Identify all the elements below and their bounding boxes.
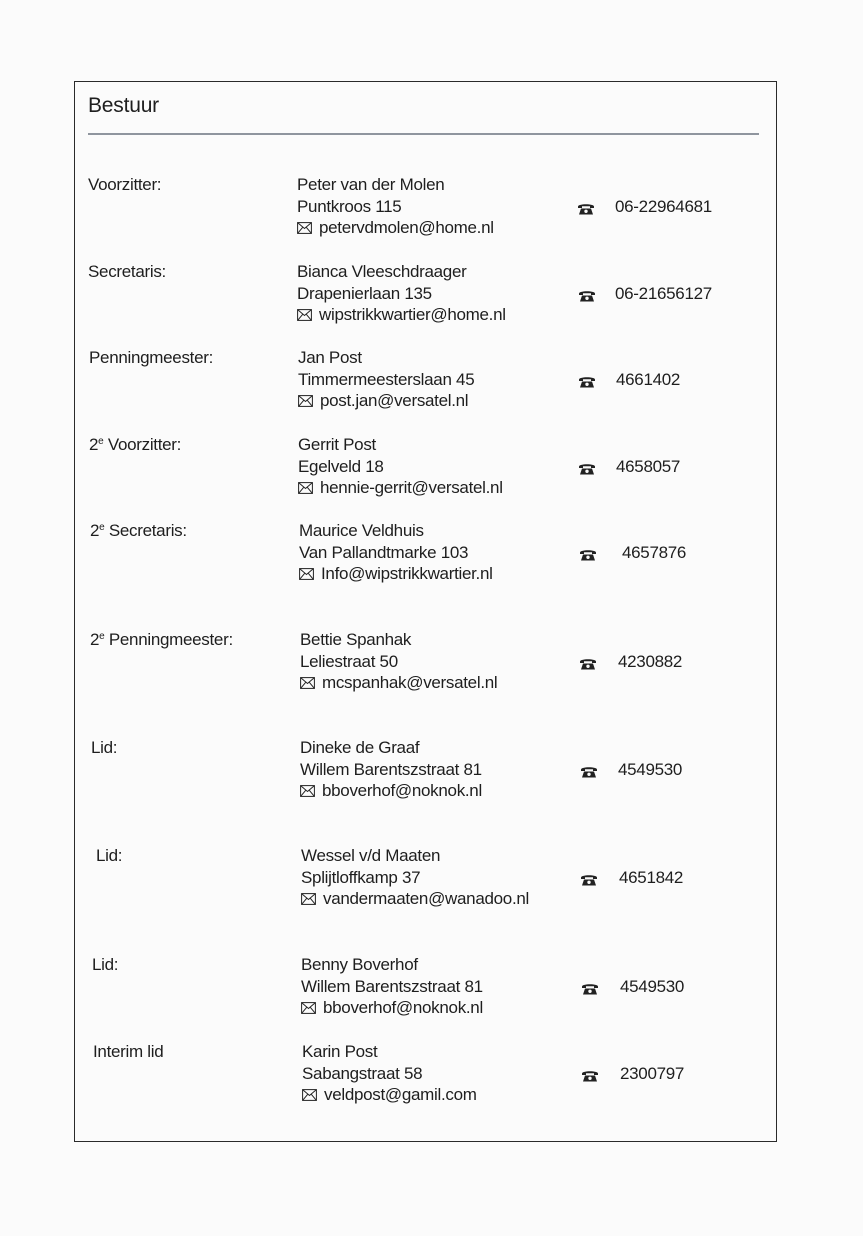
member-address: Willem Barentszstraat 81 (301, 976, 483, 996)
envelope-icon (301, 998, 316, 1010)
telephone-icon (578, 373, 596, 386)
member-entry (0, 845, 863, 915)
role-ordinal-suffix: e (99, 522, 105, 533)
member-entry (0, 347, 863, 417)
member-contact (302, 1041, 477, 1106)
member-role (89, 435, 181, 455)
role-title: Voorzitter: (103, 435, 182, 454)
member-email: veldpost@gamil.com (324, 1085, 477, 1104)
member-phone: 4549530 (618, 760, 683, 779)
member-address: Van Pallandtmarke 103 (299, 542, 469, 562)
member-name: Bettie Spanhak (300, 630, 412, 649)
envelope-icon (300, 673, 315, 685)
member-address: Splijtloffkamp 37 (301, 867, 421, 887)
member-role: Penningmeester: (89, 348, 214, 367)
member-address: Puntkroos 115 (297, 196, 402, 216)
role-ordinal-suffix: e (98, 436, 104, 447)
member-email: vandermaaten@wanadoo.nl (323, 889, 529, 908)
member-email-line (302, 1084, 477, 1106)
telephone-icon (580, 763, 598, 776)
member-role: Voorzitter: (88, 175, 162, 194)
member-address: Leliestraat 50 (300, 651, 398, 671)
member-email: post.jan@versatel.nl (320, 391, 469, 410)
member-phone: 4657876 (622, 543, 687, 562)
member-email-line (301, 888, 529, 910)
member-email-line (301, 997, 483, 1019)
member-email: hennie-gerrit@versatel.nl (320, 478, 503, 497)
envelope-icon (297, 218, 312, 230)
member-entry (0, 174, 863, 244)
member-entry (0, 629, 863, 699)
member-phone: 4549530 (620, 977, 685, 996)
member-phone: 4230882 (618, 652, 683, 671)
telephone-icon (577, 200, 595, 213)
member-name: Jan Post (298, 348, 362, 367)
envelope-icon (298, 478, 313, 490)
member-name: Dineke de Graaf (300, 738, 420, 757)
role-title: Secretaris: (104, 521, 187, 540)
member-name: Peter van der Molen (297, 175, 445, 194)
member-name: Karin Post (302, 1042, 378, 1061)
telephone-icon (578, 287, 596, 300)
member-email: bboverhof@noknok.nl (322, 781, 482, 800)
member-contact (298, 434, 503, 499)
member-role: Lid: (91, 738, 118, 757)
member-contact (299, 520, 493, 585)
member-contact (301, 954, 483, 1019)
member-contact (301, 845, 529, 910)
member-phone: 06-22964681 (615, 197, 712, 216)
envelope-icon (298, 391, 313, 403)
telephone-icon (581, 1067, 599, 1080)
member-email-line (300, 672, 497, 694)
member-phone: 06-21656127 (615, 284, 712, 303)
member-email-line (298, 390, 474, 412)
member-role: Lid: (92, 955, 119, 974)
role-ordinal: 2 (90, 521, 100, 540)
member-email: Info@wipstrikkwartier.nl (321, 564, 493, 583)
member-email-line (300, 780, 482, 802)
member-phone: 2300797 (620, 1064, 685, 1083)
member-email-line (297, 304, 506, 326)
telephone-icon (579, 546, 597, 559)
telephone-icon (580, 871, 598, 884)
member-role: Interim lid (93, 1042, 164, 1061)
member-email: petervdmolen@home.nl (319, 218, 494, 237)
member-contact (300, 737, 482, 802)
member-contact (298, 347, 474, 412)
member-entry (0, 954, 863, 1024)
member-address: Drapenierlaan 135 (297, 283, 432, 303)
member-entry (0, 520, 863, 590)
member-address: Timmermeesterslaan 45 (298, 369, 475, 389)
member-entry (0, 737, 863, 807)
member-name: Bianca Vleeschdraager (297, 262, 467, 281)
member-phone: 4651842 (619, 868, 684, 887)
member-address: Sabangstraat 58 (302, 1063, 423, 1083)
member-phone: 4658057 (616, 457, 681, 476)
member-email: wipstrikkwartier@home.nl (319, 305, 506, 324)
member-role (90, 521, 187, 541)
telephone-icon (578, 460, 596, 473)
member-contact (297, 261, 506, 326)
member-phone: 4661402 (616, 370, 681, 389)
member-contact (300, 629, 497, 694)
envelope-icon (301, 889, 316, 901)
member-address: Egelveld 18 (298, 456, 384, 476)
member-entry (0, 1041, 863, 1111)
member-entry (0, 261, 863, 331)
member-contact (297, 174, 494, 239)
member-role (90, 630, 233, 650)
member-name: Benny Boverhof (301, 955, 418, 974)
member-name: Wessel v/d Maaten (301, 846, 441, 865)
member-email-line (297, 217, 494, 239)
envelope-icon (299, 564, 314, 576)
page-title: Bestuur (88, 94, 159, 117)
member-address: Willem Barentszstraat 81 (300, 759, 482, 779)
member-role: Secretaris: (88, 262, 166, 281)
role-ordinal-suffix: e (99, 631, 105, 642)
member-email: mcspanhak@versatel.nl (322, 673, 498, 692)
role-title: Penningmeester: (104, 630, 233, 649)
member-name: Gerrit Post (298, 435, 376, 454)
member-email: bboverhof@noknok.nl (323, 998, 483, 1017)
envelope-icon (297, 305, 312, 317)
role-ordinal: 2 (90, 630, 100, 649)
envelope-icon (302, 1085, 317, 1097)
telephone-icon (579, 655, 597, 668)
member-email-line (299, 563, 493, 585)
member-email-line (298, 477, 503, 499)
role-ordinal: 2 (89, 435, 99, 454)
title-divider (88, 133, 759, 135)
telephone-icon (581, 980, 599, 993)
member-role: Lid: (96, 846, 123, 865)
member-name: Maurice Veldhuis (299, 521, 424, 540)
envelope-icon (300, 781, 315, 793)
member-entry (0, 434, 863, 504)
